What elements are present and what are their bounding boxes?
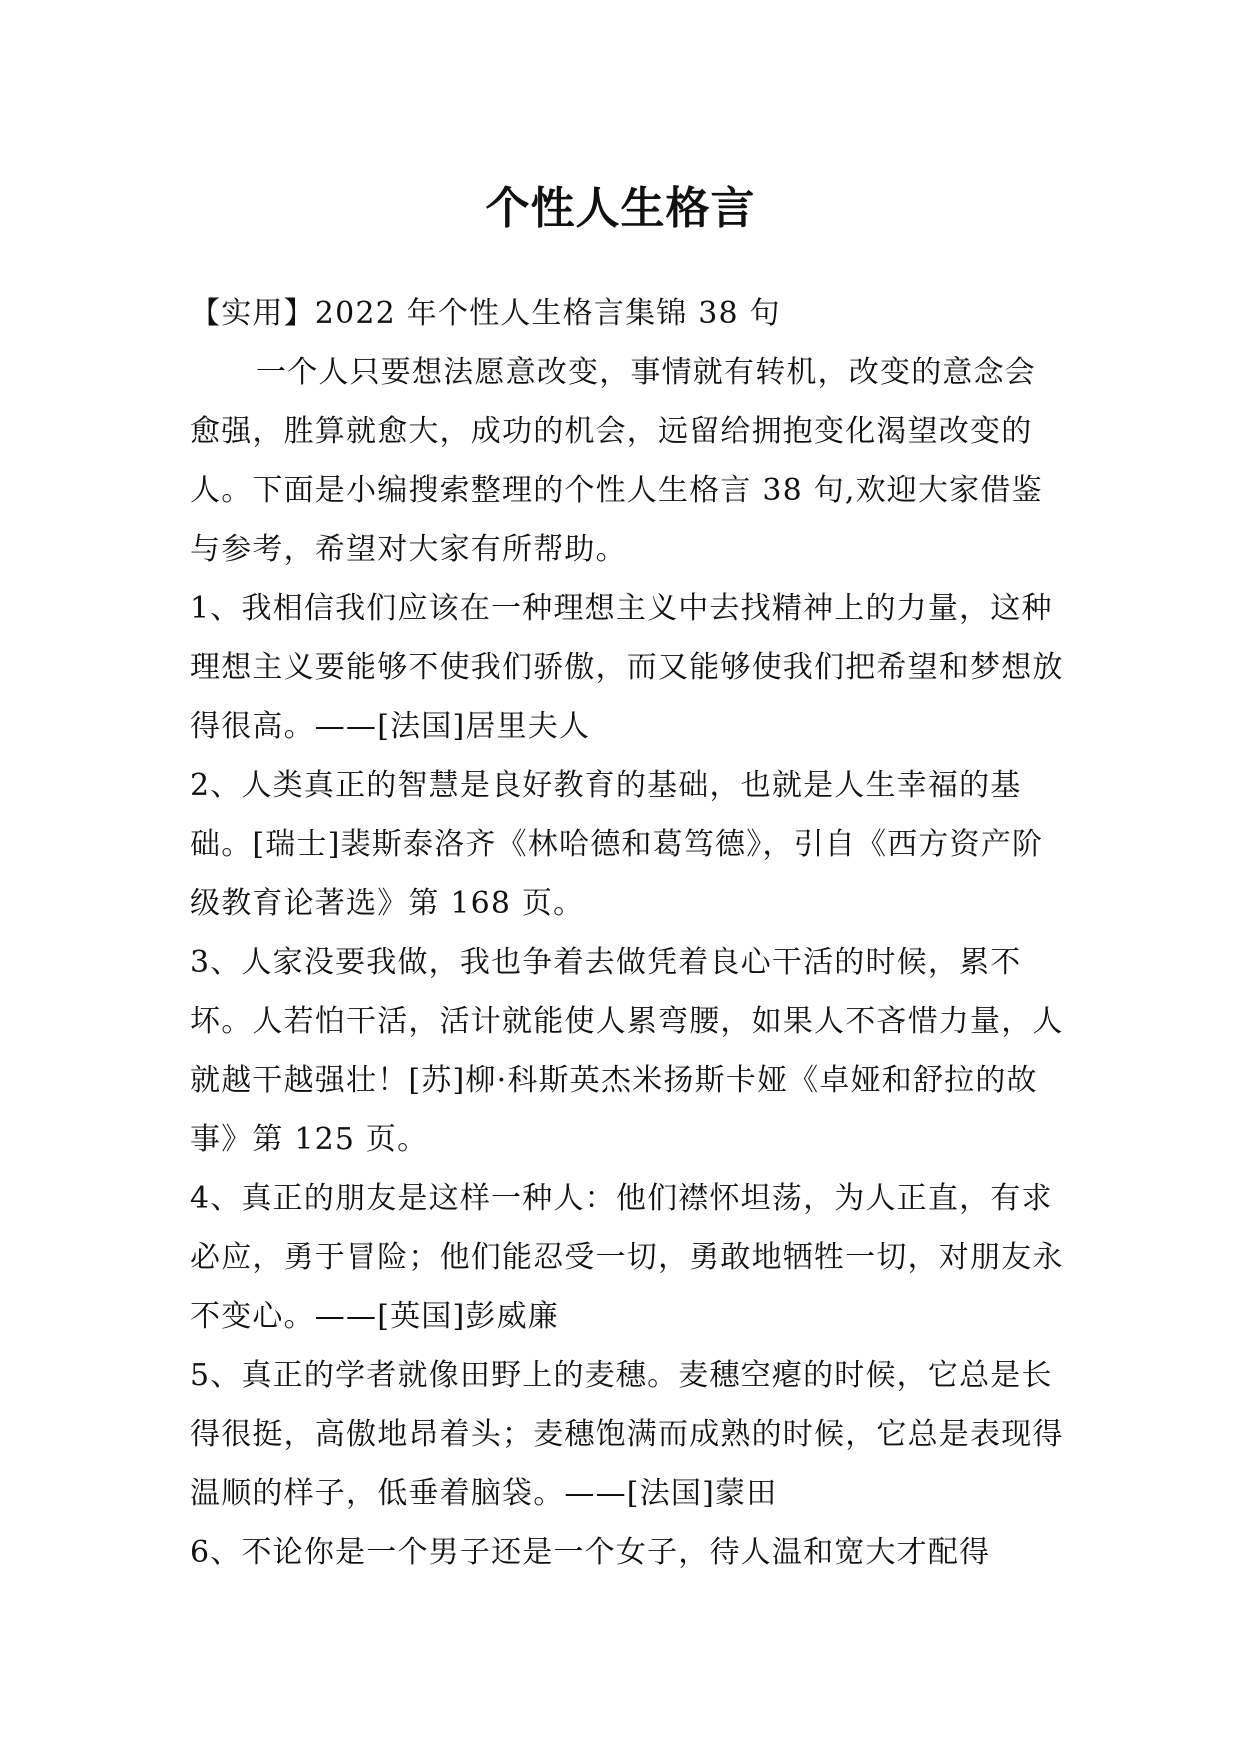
quote-paragraph-2: 2、人类真正的智慧是良好教育的基础，也就是人生幸福的基础。[瑞士]裴斯泰洛齐《林哈德和葛笃德》，引自《西方资产阶级教育论著选》第 168 页。 [190,768,1044,921]
quote-paragraph-3: 3、人家没要我做，我也争着去做凭着良心干活的时候，累不坏。人若怕干活，活计就能使人累弯腰，如果人不吝惜力量，人就越干越强壮！[苏]柳·科斯英杰米扬斯卡娅《卓娅和舒拉的故事》第 125 页。 [190,945,1064,1157]
quote-paragraph-5: 5、真正的学者就像田野上的麦穗。麦穗空瘪的时候，它总是长得很挺，高傲地昂着头；麦穗饱满而成熟的时候，它总是表现得温顺的样子，低垂着脑袋。——[法国]蒙田 [190,1358,1064,1511]
quote-paragraph-1: 1、我相信我们应该在一种理想主义中去找精神上的力量，这种理想主义要能够不使我们骄傲，而又能够使我们把希望和梦想放得很高。——[法国]居里夫人 [190,591,1064,744]
quote-paragraph-4: 4、真正的朋友是这样一种人：他们襟怀坦荡，为人正直，有求必应，勇于冒险；他们能忍受一切，勇敢地牺牲一切，对朋友永不变心。——[英国]彭威廉 [190,1181,1064,1334]
document-subtitle: 【实用】2022 年个性人生格言集锦 38 句 [190,296,781,331]
intro-paragraph: 一个人只要想法愿意改变，事情就有转机，改变的意念会愈强，胜算就愈大，成功的机会，远留给拥抱变化渴望改变的人。下面是小编搜索整理的个性人生格言 38 句,欢迎大家借鉴与参考，希望对大家有所帮助。 [190,355,1043,567]
quote-paragraph-6: 6、不论你是一个男子还是一个女子，待人温和宽大才配得 [190,1535,991,1570]
page-title: 个性人生格言 [485,183,756,235]
document-body [190,284,1066,1582]
